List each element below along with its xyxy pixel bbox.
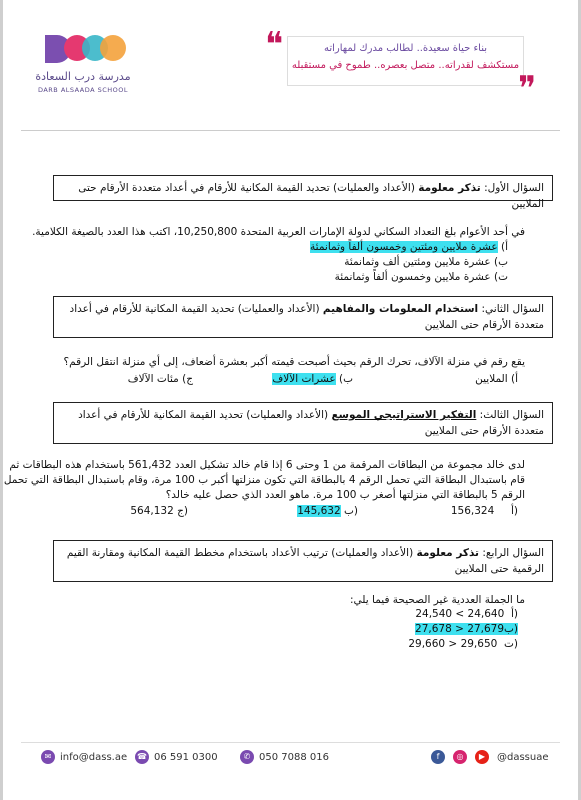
q4-title: السؤال الرابع: <box>482 547 544 559</box>
q1-desc: (الأعداد والعمليات) تحديد القيمة المكانية للأرقام في أعداد متعددة الأرقام حتى الملايين <box>78 182 544 210</box>
quote-open-icon: ❝ <box>265 25 284 65</box>
q4-option-c: 29,660 > 29,650 ت) <box>408 638 518 650</box>
motto-line-1: بناء حياة سعيدة.. لطالب مدرك لمهاراته <box>323 43 488 54</box>
q2-option-a: أ) الملايين <box>475 373 518 385</box>
q3-skill: التفكير الاستراتيجي الموسع <box>331 409 477 421</box>
q1-header <box>53 175 553 210</box>
q1-title: السؤال الأول: <box>484 182 544 194</box>
q1-option-b: ب) عشرة ملايين ومئتين ألف وثمانمئة <box>344 256 508 268</box>
q2-title: السؤال الثاني: <box>481 303 544 315</box>
q1-skill: تذكر معلومة <box>418 182 481 194</box>
phone-icon: ☎ <box>135 750 149 764</box>
q1-stem: في أحد الأعوام بلغ التعداد السكاني لدولة الإمارات العربية المتحدة 10,250,800، اكتب هذا العدد بالصيغة الكلامية. <box>32 226 525 238</box>
q2-desc: (الأعداد والعمليات) تحديد القيمة المكانية للأرقام في أعداد متعددة الأرقام حتى الملايين <box>69 303 544 331</box>
q4-stem: ما الجملة العددية غير الصحيحة فيما يلي: <box>349 594 525 606</box>
footer-social: f ◎ ▶ @dassuae <box>431 750 549 764</box>
q2-header <box>53 296 553 338</box>
facebook-icon[interactable]: f <box>431 750 445 764</box>
footer-phone-1: ☎ 06 591 0300 <box>135 750 218 764</box>
q3-title: السؤال الثالث: <box>479 409 544 421</box>
motto-line-2: مستكشف لقدراته.. متصل بعصره.. طموح في مستقبله <box>291 60 520 71</box>
q3-desc: (الأعداد والعمليات) تحديد القيمة المكانية للأرقام في أعداد متعددة الأرقام حتى الملايين <box>78 409 544 437</box>
motto-box <box>287 36 524 86</box>
q2-stem: يقع رقم في منزلة الآلاف، تحرك الرقم بحيث أصبحت قيمته أكبر بعشرة أضعاف، إلى أي منزلة انتقل الرقم؟ <box>63 356 525 368</box>
q3-stem-line-1: لدى خالد مجموعة من البطاقات المرقمة من 1 وحتى 6 إذا قام خالد تشكيل العدد 561,432 باستخدام هذه البطاقات ثم <box>9 459 525 471</box>
q3-header <box>53 402 553 444</box>
q2-option-b: ب) عشرات الآلاف <box>272 373 353 385</box>
q3-option-a: 156,324 أ) <box>450 505 518 517</box>
school-name-en: DARB ALSAADA SCHOOL <box>37 86 129 94</box>
youtube-icon[interactable]: ▶ <box>475 750 489 764</box>
q4-header <box>53 540 553 582</box>
q4-desc: (الأعداد والعمليات) ترتيب الأعداد باستخدام مخطط القيمة المكانية ومقارنة القيم الرقمية حتى الملايين <box>66 547 544 575</box>
q3-stem-line-2: قام باستبدال البطاقة التي تحمل الرقم 4 بالبطاقة التي تكون منزلتها أكبر ب 100 مرة، وقام باستبدال البطاقة التي تحمل <box>3 474 525 486</box>
quote-close-icon: ❞ <box>518 69 537 109</box>
footer-divider <box>21 742 560 743</box>
footer-phone-2: ✆ 050 7088 016 <box>240 750 329 764</box>
q1-option-a: أ) عشرة ملايين ومئتين وخمسون ألفاً وثمانمئة <box>310 241 508 253</box>
footer-email: ✉ info@dass.ae <box>41 750 127 764</box>
q3-option-b: 145,632 ب) <box>297 505 358 517</box>
header-divider <box>21 130 560 131</box>
q1-option-c: ت) عشرة ملايين وخمسون ألفاً وثمانمئة <box>334 271 508 283</box>
q3-stem-line-3: الرقم 5 بالبطاقة التي منزلتها أصغر ب 100 مرة. ماهو العدد الذي حصل عليه خالد؟ <box>165 489 525 501</box>
q3-option-c: 564,132 ج) <box>130 505 188 517</box>
q4-skill: تذكر معلومة <box>416 547 479 559</box>
instagram-icon[interactable]: ◎ <box>453 750 467 764</box>
q2-option-c: ج) مئات الآلاف <box>127 373 193 385</box>
q2-skill: استخدام المعلومات والمفاهيم <box>322 303 479 315</box>
mail-icon: ✉ <box>41 750 55 764</box>
school-name-ar: مدرسة درب السعادة <box>35 70 131 83</box>
q4-option-a: 24,540 < 24,640 أ) <box>415 608 518 620</box>
mobile-icon: ✆ <box>240 750 254 764</box>
q4-option-b: 27,678 > 27,679ب) <box>415 623 518 635</box>
